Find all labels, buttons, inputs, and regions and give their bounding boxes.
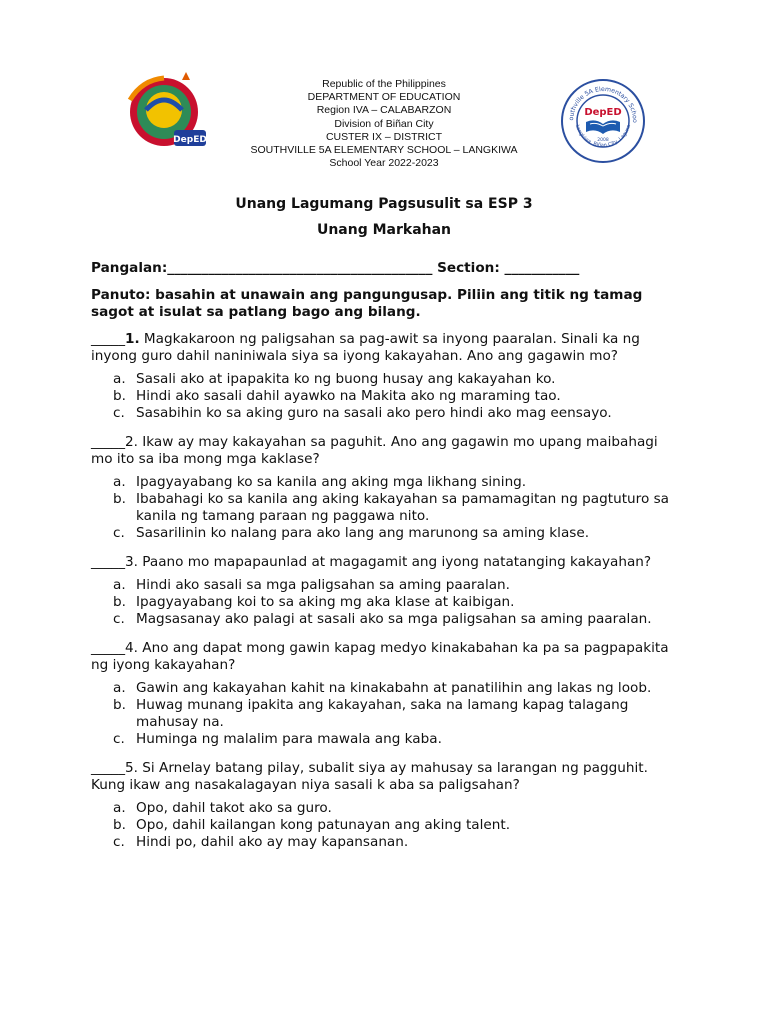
letterhead-line: SOUTHVILLE 5A ELEMENTARY SCHOOL – LANGKIWA [250, 144, 518, 157]
seal-ring-text: outhville 5A Elementary Schoo [567, 85, 639, 123]
question-text: Magkakaroon ng paligsahan sa pag-awit sa inyong paaralan. Sinali ka ng inyong guro dahil naniniwala siya sa iyong kakayahan. Ano ang gagawin mo? [91, 331, 640, 364]
choice-list [91, 371, 681, 422]
question-text: Ano ang dapat mong gawin kapag medyo kinakabahan ka pa sa pagpapakita ng iyong kakayahan? [91, 640, 669, 673]
choice-item [91, 680, 681, 697]
choice-text: Hindi ako sasali dahil ayawko na Makita ako ng maraming tao. [136, 388, 561, 404]
choice-letter: c. [113, 525, 125, 541]
choice-letter: c. [113, 405, 125, 421]
choice-item [91, 577, 681, 594]
answer-blank: _____ [91, 554, 125, 570]
school-seal-logo [560, 78, 646, 164]
letterhead-line: DEPARTMENT OF EDUCATION [307, 91, 461, 104]
choice-letter: b. [113, 594, 126, 610]
exam-body [91, 260, 681, 863]
choice-text: Ipagyayabang koi to sa aking mg aka klase at kaibigan. [136, 594, 515, 610]
answer-blank: _____ [91, 331, 125, 347]
choice-text: Opo, dahil kailangan kong patunayan ang aking talent. [136, 817, 511, 833]
answer-blank: _____ [91, 434, 125, 450]
choice-text: Ibabahagi ko sa kanila ang aking kakayahan sa pamamagitan ng pagtuturo sa kanila ng tamang paraan ng paggawa nito. [136, 491, 669, 524]
choice-letter: b. [113, 697, 126, 713]
letterhead-line: Republic of the Philippines [322, 78, 446, 90]
choice-text: Hindi po, dahil ako ay may kapansanan. [136, 834, 409, 850]
answer-blank: _____ [91, 760, 125, 776]
choice-item [91, 731, 681, 748]
directions: Panuto: basahin at unawain ang pangungusap. Piliin ang titik ng tamag sagot at isulat sa patlang bago ang bilang. [91, 287, 643, 320]
question-number: 5. [124, 760, 138, 776]
choice-list [91, 680, 681, 748]
choice-item [91, 800, 681, 817]
choice-item [91, 388, 681, 405]
choice-item [91, 491, 681, 525]
question-number: 4. [124, 640, 138, 656]
answer-blank: _____ [91, 640, 125, 656]
question-1 [91, 331, 681, 365]
choice-text: Magsasanay ako palagi at sasali ako sa mga paligsahan sa aming paaralan. [136, 611, 652, 627]
choice-letter: a. [113, 680, 126, 696]
choice-list [91, 577, 681, 628]
choice-letter: c. [113, 834, 125, 850]
choice-item [91, 525, 681, 542]
choice-text: Sasabihin ko sa aking guro na sasali ako pero hindi ako mag eensayo. [136, 405, 612, 421]
choice-letter: c. [113, 731, 125, 747]
choice-letter: c. [113, 611, 125, 627]
choice-text: Opo, dahil takot ako sa guro. [136, 800, 332, 816]
choice-text: Gawin ang kakayahan kahit na kinakabahn at panatilihin ang lakas ng loob. [136, 680, 652, 696]
question-number: 2. [124, 434, 138, 450]
choice-letter: b. [113, 388, 126, 404]
letterhead-line: School Year 2022-2023 [329, 157, 439, 170]
choice-item [91, 371, 681, 388]
choice-text: Hindi ako sasali sa mga paligsahan sa aming paaralan. [136, 577, 510, 593]
choice-letter: b. [113, 817, 126, 833]
choice-letter: a. [113, 474, 126, 490]
choice-item [91, 474, 681, 491]
question-text: Si Arnelay batang pilay, subalit siya ay mahusay sa larangan ng pagguhit. Kung ikaw ang nasakalagayan niya sasali k aba sa paligsahan? [91, 760, 648, 793]
name-section-line: Pangalan:_______________________________________ Section: ___________ [91, 260, 580, 276]
question-text: Ikaw ay may kakayahan sa paguhit. Ano ang gagawin mo upang maibahagi mo ito sa iba mong mga kaklase? [91, 434, 658, 467]
choice-item [91, 405, 681, 422]
question-text: Paano mo mapapaunlad at magagamit ang iyong natatanging kakayahan? [137, 554, 652, 570]
seal-bottom-text: Langkiwa, Biñan City, Laguna [573, 124, 633, 149]
choice-list [91, 474, 681, 542]
choice-letter: b. [113, 491, 126, 507]
choice-item [91, 834, 681, 851]
page-title: Unang Lagumang Pagsusulit sa ESP 3 [235, 196, 533, 212]
seal-center-text: DepED [584, 107, 622, 118]
choice-text: Ipagyayabang ko sa kanila ang aking mga likhang sining. [136, 474, 527, 490]
choice-item [91, 611, 681, 628]
choice-text: Huwag munang ipakita ang kakayahan, saka na lamang kapag talagang mahusay na. [136, 697, 629, 730]
question-3 [91, 554, 681, 571]
question-5 [91, 760, 681, 794]
seal-year: 2008 [597, 138, 609, 143]
choice-text: Huminga ng malalim para mawala ang kaba. [136, 731, 442, 747]
choice-list [91, 800, 681, 851]
letterhead-line: CUSTER IX – DISTRICT [325, 130, 443, 143]
question-number: 3. [124, 554, 138, 570]
question-2 [91, 434, 681, 468]
question-4 [91, 640, 681, 674]
choice-text: Sasali ako at ipapakita ko ng buong husay ang kakayahan ko. [136, 371, 556, 387]
letterhead-line: Division of Biñan City [334, 117, 434, 130]
choice-letter: a. [113, 800, 126, 816]
question-number: 1. [124, 331, 140, 347]
choice-letter: a. [113, 371, 126, 387]
letterhead-line: Region IVA – CALABARZON [316, 104, 452, 117]
choice-letter: a. [113, 577, 126, 593]
page-subtitle: Unang Markahan [316, 222, 452, 238]
letterhead [0, 78, 768, 170]
choice-item [91, 817, 681, 834]
choice-item [91, 594, 681, 611]
choice-text: Sasarilinin ko nalang para ako lang ang marunong sa aming klase. [136, 525, 590, 541]
question-list [91, 331, 681, 851]
choice-item [91, 697, 681, 731]
left-logo-text: DepED [173, 135, 207, 145]
